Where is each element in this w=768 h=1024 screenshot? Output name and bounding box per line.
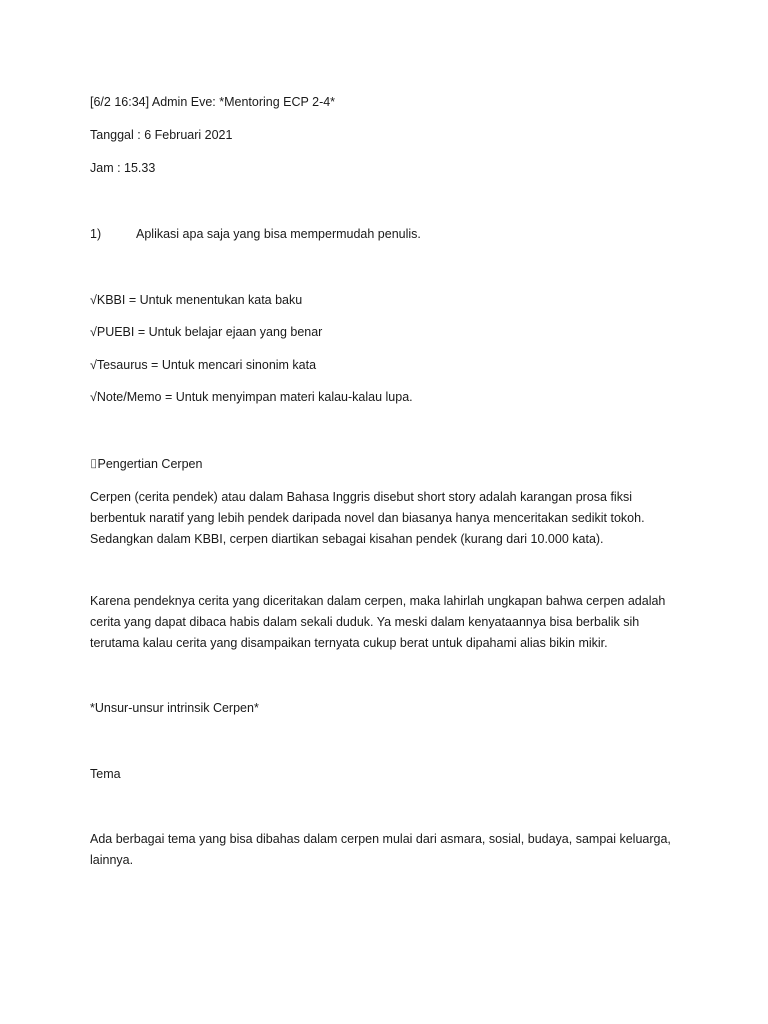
paragraph-line: cerita yang dapat dibaca habis dalam sekali duduk. Ya meski dalam kenyataannya bisa berbalik sih <box>90 615 640 629</box>
time-line: Jam : 15.33 <box>90 161 156 175</box>
paragraph-line: Cerpen (cerita pendek) atau dalam Bahasa Inggris disebut short story adalah karangan prosa fiksi <box>90 490 632 504</box>
question-number: 1) <box>90 227 102 241</box>
definition-paragraph-1 <box>90 487 680 550</box>
paragraph-line: lainnya. <box>90 853 134 867</box>
paragraph-line: Ada berbagai tema yang bisa dibahas dalam cerpen mulai dari asmara, sosial, budaya, sampai keluarga, <box>90 832 671 846</box>
paragraph-line: Karena pendeknya cerita yang diceritakan dalam cerpen, maka lahirlah ungkapan bahwa cerpen adalah <box>90 594 666 608</box>
theme-subheading: Tema <box>90 767 121 781</box>
date-line: Tanggal : 6 Februari 2021 <box>90 128 233 142</box>
app-item-puebi: √PUEBI = Untuk belajar ejaan yang benar <box>90 325 323 339</box>
app-item-tesaurus: √Tesaurus = Untuk mencari sinonim kata <box>90 358 317 372</box>
theme-paragraph <box>90 829 680 871</box>
paragraph-line: berbentuk naratif yang lebih pendek daripada novel dan biasanya hanya menceritakan sedikit tokoh. <box>90 511 645 525</box>
chat-header-line: [6/2 16:34] Admin Eve: *Mentoring ECP 2-4* <box>90 95 336 109</box>
intrinsic-elements-heading: *Unsur-unsur intrinsik Cerpen* <box>90 701 259 715</box>
app-item-kbbi: √KBBI = Untuk menentukan kata baku <box>90 293 303 307</box>
definition-heading: ⌷Pengertian Cerpen <box>90 457 203 471</box>
paragraph-line: terutama kalau cerita yang disampaikan ternyata cukup berat untuk dipahami alias bikin mikir. <box>90 636 608 650</box>
app-item-note-memo: √Note/Memo = Untuk menyimpan materi kalau-kalau lupa. <box>90 390 413 404</box>
question-text: Aplikasi apa saja yang bisa mempermudah penulis. <box>136 227 421 241</box>
paragraph-line: Sedangkan dalam KBBI, cerpen diartikan sebagai kisahan pendek (kurang dari 10.000 kata). <box>90 532 604 546</box>
definition-paragraph-2 <box>90 591 680 654</box>
